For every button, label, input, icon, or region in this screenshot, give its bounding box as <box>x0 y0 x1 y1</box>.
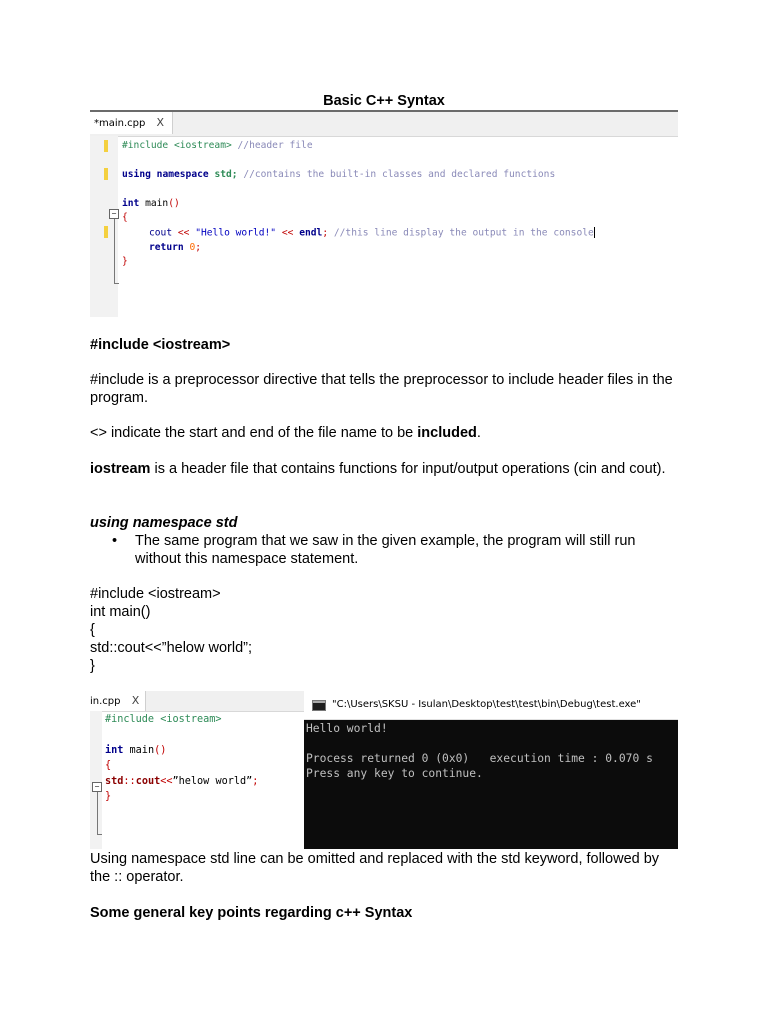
close-icon[interactable]: X <box>131 694 140 707</box>
code-line: } <box>105 791 112 802</box>
text-cursor <box>594 227 595 238</box>
fold-end <box>97 834 102 835</box>
bullet-text: The same program that we saw in the given example, the program will still run without this namespace statement. <box>135 533 636 567</box>
editor-tab-bar <box>90 112 678 137</box>
editor-tab-bar <box>90 691 306 712</box>
console-title: "C:\Users\SKSU - Isulan\Desktop\test\test\bin\Debug\test.exe" <box>332 699 641 710</box>
code-snippet-line: } <box>90 658 95 674</box>
fold-toggle-icon[interactable]: − <box>109 209 119 219</box>
page-title: Basic C++ Syntax <box>323 93 445 109</box>
section-heading-namespace: using namespace std <box>90 515 238 531</box>
code-line: { <box>122 212 128 223</box>
console-title-bar[interactable] <box>304 691 678 720</box>
code-editor-screenshot <box>90 110 678 317</box>
code-area[interactable] <box>105 711 306 849</box>
code-line: int main() <box>122 198 180 209</box>
editor-gutter <box>90 136 118 317</box>
code-line: int main() <box>105 745 167 756</box>
tab-label: in.cpp <box>90 696 121 707</box>
code-snippet-line: { <box>90 622 95 638</box>
console-line: Press any key to continue. <box>306 767 483 780</box>
code-line: cout << "Hello world!" << endl; //this line display the output in the console <box>149 227 594 239</box>
code-snippet-line: #include <iostream> <box>90 586 221 602</box>
code-snippet-line: std::cout<<”helow world”; <box>90 640 252 656</box>
code-line: { <box>105 760 112 771</box>
code-editor-screenshot-2 <box>90 691 307 849</box>
fold-toggle-icon[interactable]: − <box>92 782 102 792</box>
change-marker <box>104 140 108 152</box>
console-line: Process returned 0 (0x0) execution time : 0.070 s <box>306 752 653 765</box>
tab-main-cpp[interactable] <box>90 112 173 134</box>
code-line: #include <iostream> //header file <box>122 140 313 151</box>
paragraph-iostream: iostream is a header file that contains functions for input/output operations (cin and cout). <box>90 461 666 477</box>
console-window <box>304 691 678 849</box>
code-line: using namespace std; //contains the built-in classes and declared functions <box>122 169 556 180</box>
editor-gutter <box>90 711 102 849</box>
section-heading-key-points: Some general key points regarding c++ Syntax <box>90 905 413 921</box>
close-icon[interactable]: X <box>156 116 165 129</box>
tab-main-cpp[interactable] <box>90 691 146 711</box>
code-area[interactable] <box>122 136 678 317</box>
code-line: std::cout<<”helow world”; <box>105 776 259 787</box>
console-line: Hello world! <box>306 722 388 735</box>
code-snippet-line: int main() <box>90 604 151 620</box>
bullet-icon: • <box>112 533 118 549</box>
fold-end <box>114 283 119 284</box>
section-heading-include: #include <iostream> <box>90 337 231 353</box>
fold-line <box>114 219 115 283</box>
paragraph-include: #include is a preprocessor directive that tells the preprocessor to include header files in the program. <box>90 372 673 406</box>
tab-label: *main.cpp <box>94 118 146 129</box>
code-line: return 0; <box>149 242 201 253</box>
console-app-icon <box>312 700 326 711</box>
console-output <box>306 721 678 849</box>
fold-line <box>97 792 98 834</box>
change-marker <box>104 168 108 180</box>
paragraph-angle-brackets: <> indicate the start and end of the file name to be included. <box>90 425 481 441</box>
change-marker <box>104 226 108 238</box>
code-line: #include <iostream> <box>105 714 222 725</box>
paragraph-std-keyword: Using namespace std line can be omitted and replaced with the std keyword, followed by the :: operator. <box>90 851 660 885</box>
code-line: } <box>122 256 128 267</box>
